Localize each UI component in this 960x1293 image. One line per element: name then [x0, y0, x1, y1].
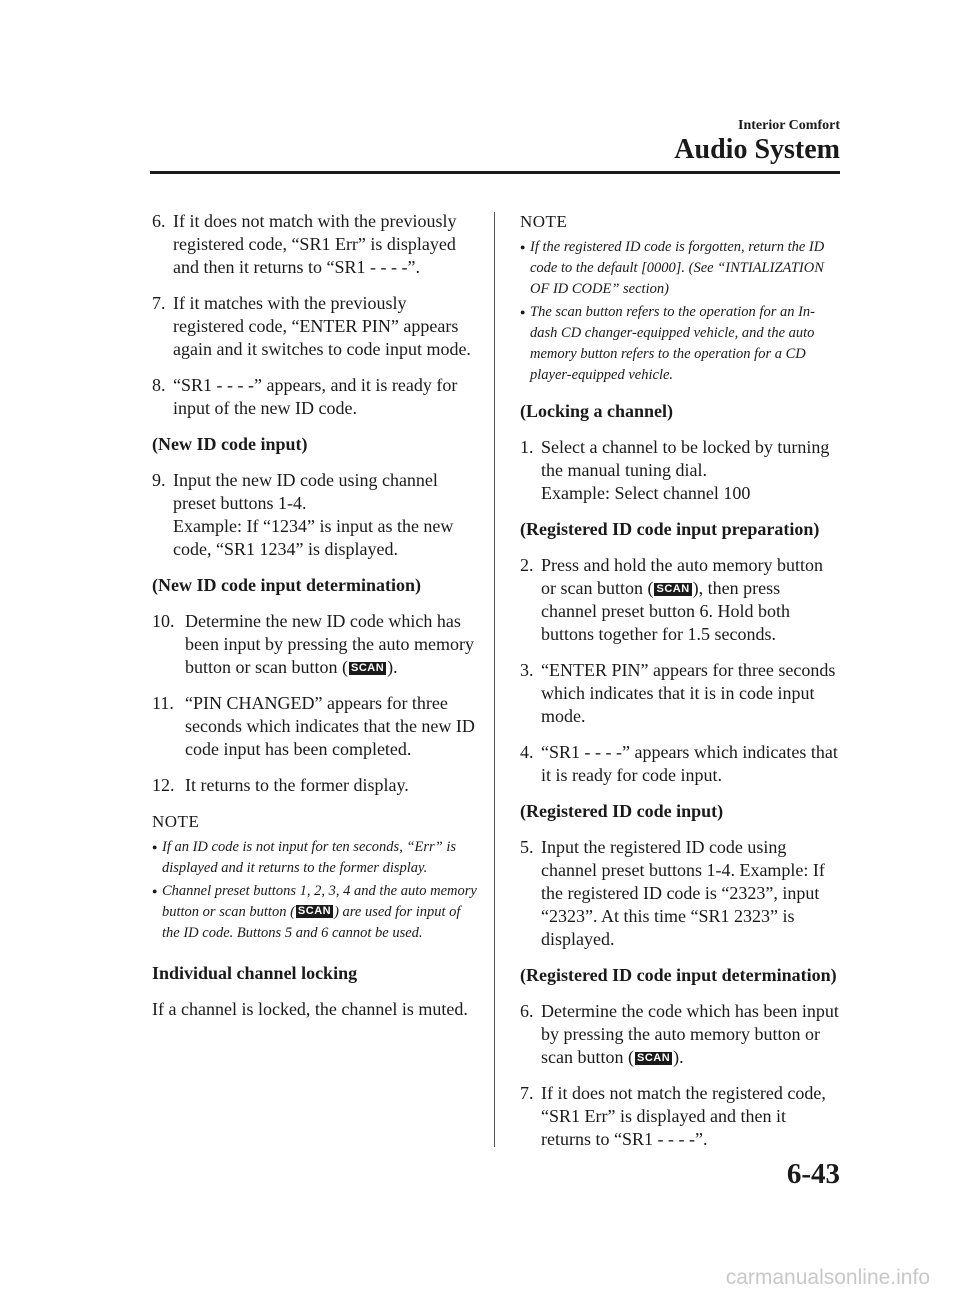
step-text	[541, 554, 840, 646]
step-text: “SR1 - - - -” appears which indicates that it is ready for code input.	[541, 742, 838, 785]
step-number: 11.	[152, 693, 174, 713]
step-text: If it does not match with the previously registered code, “SR1 Err” is displayed and then it returns to “SR1 - - - -”.	[173, 211, 457, 277]
left-step-10	[152, 610, 477, 679]
subheading-new-id-code-input: (New ID code input)	[152, 434, 308, 454]
step-number: 9.	[152, 470, 166, 490]
step-text: “PIN CHANGED” appears for three seconds which indicates that the new ID code input has been completed.	[185, 693, 475, 759]
step-number: 8.	[152, 375, 166, 395]
right-step-7	[520, 1082, 840, 1151]
left-step-8	[152, 374, 477, 420]
note-label: NOTE	[152, 812, 200, 831]
note-list	[520, 237, 840, 386]
note-label: NOTE	[520, 212, 568, 231]
left-step-12	[152, 774, 477, 797]
step-example-line: Example: If “1234” is input as the new code, “SR1 1234” is displayed.	[173, 516, 454, 559]
right-step-1	[520, 436, 840, 505]
step-text-line: Select a channel to be locked by turning the manual tuning dial.	[541, 437, 830, 480]
scan-button-icon: SCAN	[656, 583, 690, 595]
step-text: If it matches with the previously registered code, “ENTER PIN” appears again and it switches to code input mode.	[173, 293, 471, 359]
step-number: 2.	[520, 555, 534, 575]
step-text: “ENTER PIN” appears for three seconds which indicates that it is in code input mode.	[541, 660, 836, 726]
left-step-6	[152, 210, 477, 279]
step-text-part: ), then press channel preset button 6. Hold both buttons together for 1.5 seconds.	[541, 578, 790, 644]
step-text: “SR1 - - - -” appears, and it is ready for input of the new ID code.	[173, 375, 458, 418]
step-example-line: Example: Select channel 100	[541, 483, 751, 503]
step-number: 7.	[152, 293, 166, 313]
step-number: 10.	[152, 611, 175, 631]
scan-button-icon: SCAN	[636, 1052, 671, 1064]
bullet-icon: ●	[152, 886, 158, 896]
page-number: 6-43	[786, 1158, 840, 1190]
note-text-part: ) are used for input of the ID code. Buttons 5 and 6 cannot be used.	[162, 904, 461, 941]
step-text-part: ).	[387, 657, 398, 677]
step-text	[541, 1000, 840, 1069]
step-text: Input the registered ID code using channel preset buttons 1-4. Example: If the registered ID code is “2323”, input “2323”. At this time “SR1 2323” is displayed.	[541, 837, 825, 949]
note-list	[152, 837, 477, 944]
scan-button-icon: SCAN	[350, 662, 385, 674]
section-heading-individual-channel-locking: Individual channel locking	[152, 963, 358, 983]
left-step-7	[152, 292, 477, 361]
bullet-icon: ●	[520, 307, 526, 317]
note-text: If an ID code is not input for ten seconds, “Err” is displayed and it returns to the former display.	[162, 839, 457, 876]
step-text-part: Determine the new ID code which has been input by pressing the auto memory button or scan button (	[185, 611, 474, 677]
step-text-line: Input the new ID code using channel preset buttons 1-4.	[173, 470, 438, 513]
note-text: If the registered ID code is forgotten, return the ID code to the default [0000]. (See “INTIALIZATION OF ID CODE” section)	[530, 239, 825, 297]
header-rule	[150, 171, 840, 174]
note-text: The scan button refers to the operation for an In-dash CD changer-equipped vehicle, and the auto memory button refers to the operation for a CD player-equipped vehicle.	[530, 304, 816, 383]
bullet-icon: ●	[152, 842, 158, 852]
subheading-locking-a-channel: (Locking a channel)	[520, 401, 674, 421]
header-section-label: Interior Comfort	[738, 118, 840, 133]
note-item	[152, 881, 477, 944]
step-number: 12.	[152, 775, 175, 795]
step-text	[541, 436, 840, 505]
step-number: 7.	[520, 1083, 534, 1103]
right-step-4	[520, 741, 840, 787]
right-step-6	[520, 1000, 840, 1069]
step-text	[185, 610, 477, 679]
right-column	[520, 210, 840, 1164]
note-item	[520, 237, 840, 300]
note-item	[520, 302, 840, 386]
left-step-9	[152, 469, 477, 561]
left-column	[152, 210, 477, 1031]
step-text: It returns to the former display.	[185, 775, 409, 795]
header-title: Audio System	[674, 134, 840, 165]
subheading-registered-id-code-input-preparation: (Registered ID code input preparation)	[520, 519, 820, 539]
subheading-registered-id-code-input-determination: (Registered ID code input determination)	[520, 965, 837, 985]
right-step-2	[520, 554, 840, 646]
step-number: 5.	[520, 837, 534, 857]
subheading-new-id-code-input-determination: (New ID code input determination)	[152, 575, 421, 595]
step-text-part: Press and hold the auto memory button or scan button (	[541, 555, 823, 598]
right-step-5	[520, 836, 840, 951]
step-number: 4.	[520, 742, 534, 762]
column-divider	[494, 212, 495, 1147]
note-text-part: Channel preset buttons 1, 2, 3, 4 and the auto memory button or scan button (	[162, 883, 477, 920]
note-text	[162, 881, 477, 944]
right-step-3	[520, 659, 840, 728]
step-number: 1.	[520, 437, 534, 457]
step-number: 6.	[152, 211, 166, 231]
section-paragraph: If a channel is locked, the channel is muted.	[152, 999, 468, 1019]
watermark: carmanualsonline.info	[725, 1266, 930, 1289]
bullet-icon: ●	[520, 242, 526, 252]
step-text: If it does not match the registered code, “SR1 Err” is displayed and then it returns to “SR1 - - - -”.	[541, 1083, 826, 1149]
step-text-part: Determine the code which has been input by pressing the auto memory button or scan button (	[541, 1001, 839, 1067]
step-number: 6.	[520, 1001, 534, 1021]
subheading-registered-id-code-input: (Registered ID code input)	[520, 801, 724, 821]
scan-button-icon: SCAN	[297, 905, 332, 917]
left-step-11	[152, 692, 477, 761]
step-text-part: ).	[673, 1047, 684, 1067]
note-item	[152, 837, 477, 879]
step-text	[173, 469, 477, 561]
step-number: 3.	[520, 660, 534, 680]
